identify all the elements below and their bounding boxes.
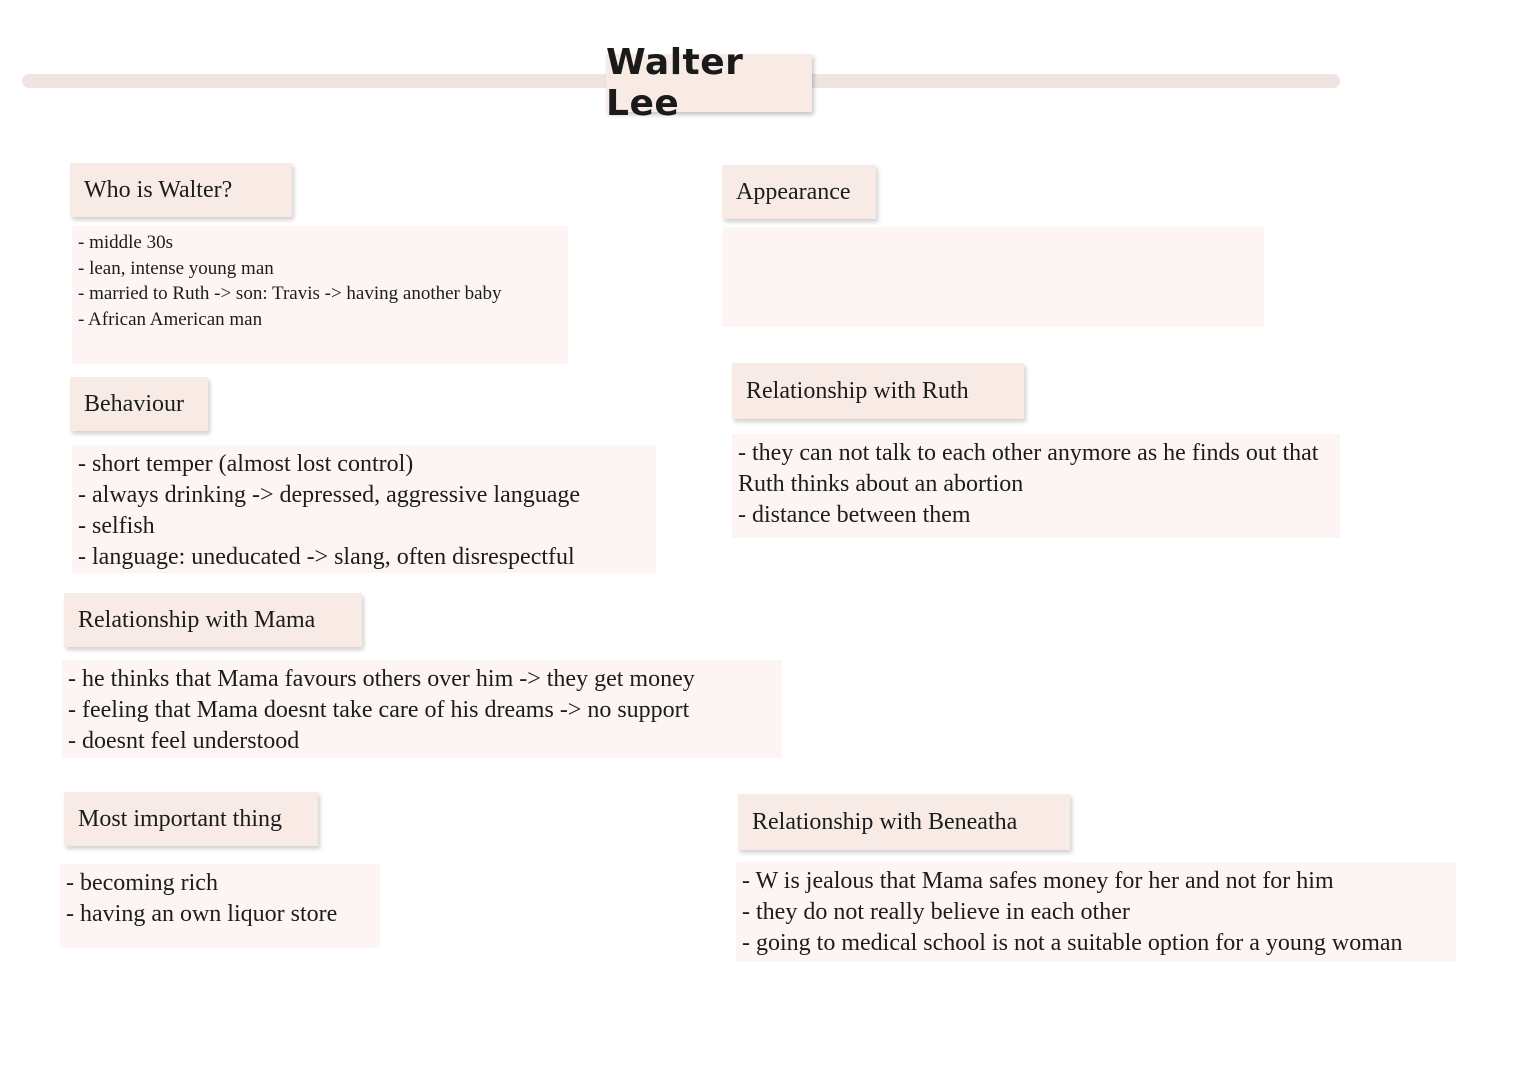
list-item: - doesnt feel understood bbox=[68, 728, 300, 754]
relationship-ruth-heading: Relationship with Ruth bbox=[732, 363, 1024, 419]
list-item: - W is jealous that Mama safes money for her and not for him bbox=[742, 868, 1334, 894]
relationship-beneatha-notes bbox=[736, 862, 1456, 962]
behaviour-notes bbox=[72, 445, 656, 573]
page-title: Walter Lee bbox=[606, 54, 812, 112]
list-item: - feeling that Mama doesnt take care of his dreams -> no support bbox=[68, 697, 690, 723]
list-item: - distance between them bbox=[738, 502, 971, 528]
list-item: - selfish bbox=[78, 513, 155, 539]
list-item: - having an own liquor store bbox=[66, 901, 338, 927]
list-item: - becoming rich bbox=[66, 870, 218, 896]
appearance-notes bbox=[722, 227, 1264, 327]
relationship-beneatha-heading: Relationship with Beneatha bbox=[738, 794, 1070, 850]
list-item: - they can not talk to each other anymore as he finds out that Ruth thinks about an abortion bbox=[738, 440, 1319, 497]
most-important-heading: Most important thing bbox=[64, 792, 318, 846]
list-item: - short temper (almost lost control) bbox=[78, 451, 414, 477]
behaviour-heading: Behaviour bbox=[70, 377, 208, 431]
who-is-walter-notes bbox=[72, 226, 568, 364]
list-item: - always drinking -> depressed, aggressive language bbox=[78, 482, 581, 508]
list-item: - African American man bbox=[78, 308, 263, 330]
appearance-heading: Appearance bbox=[722, 165, 876, 219]
list-item: - language: uneducated -> slang, often disrespectful bbox=[78, 544, 575, 570]
list-item: - married to Ruth -> son: Travis -> having another baby bbox=[78, 283, 502, 304]
list-item: - middle 30s bbox=[78, 232, 173, 253]
relationship-mama-heading: Relationship with Mama bbox=[64, 593, 362, 647]
list-item: - they do not really believe in each other bbox=[742, 899, 1130, 925]
most-important-notes bbox=[60, 864, 380, 948]
list-item: - going to medical school is not a suitable option for a young woman bbox=[742, 930, 1403, 956]
who-is-walter-heading: Who is Walter? bbox=[70, 163, 292, 217]
list-item: - lean, intense young man bbox=[78, 257, 274, 279]
relationship-mama-notes bbox=[62, 660, 782, 758]
relationship-ruth-notes bbox=[732, 434, 1340, 538]
list-item: - he thinks that Mama favours others over him -> they get money bbox=[68, 666, 695, 692]
